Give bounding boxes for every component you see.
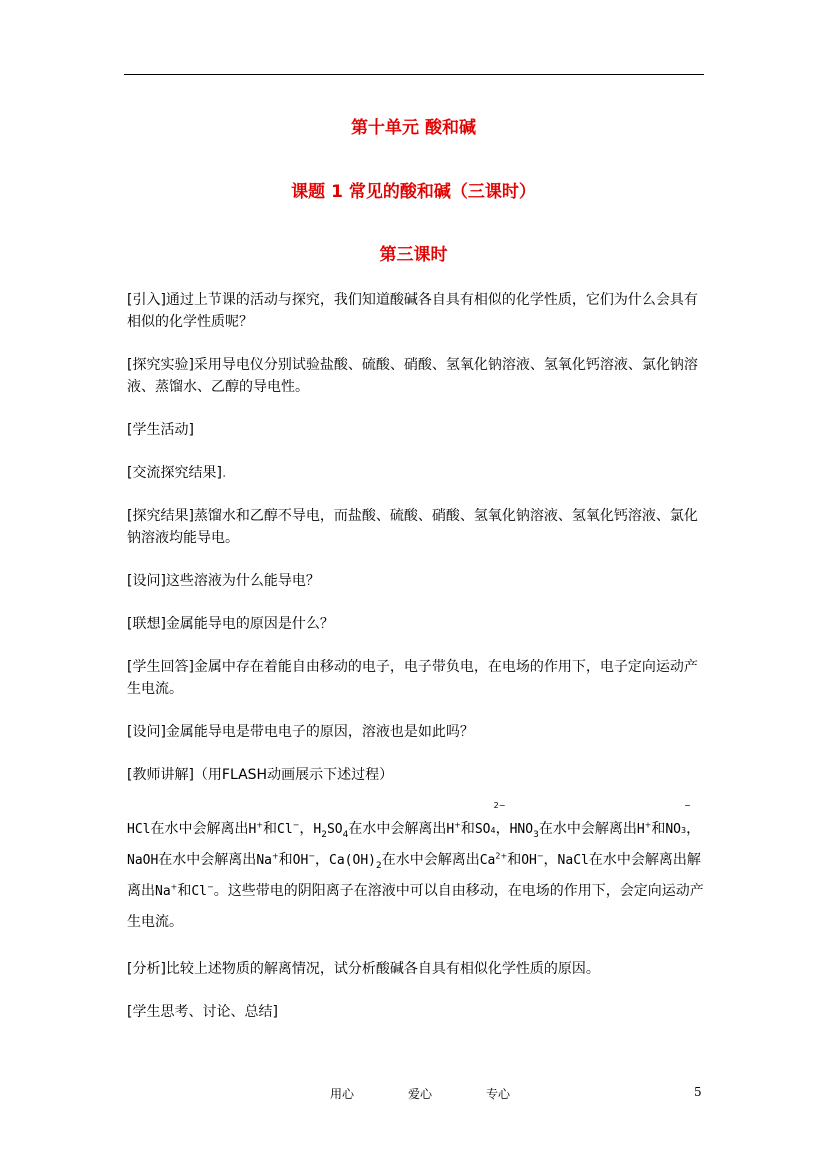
page-number: 5	[694, 1085, 702, 1099]
nitrate-ion: $NO^3$ −	[665, 801, 691, 837]
unit-title: 第十单元 酸和碱	[351, 118, 476, 138]
motto-item: 爱心	[407, 1087, 432, 1101]
lesson-title: 课题 1 常见的酸和碱（三课时）	[291, 182, 536, 202]
paragraph-analysis: [分析]比较上述物质的解离情况，试分析酸碱各自具有相似化学性质的原因。	[127, 961, 600, 977]
motto-item: 用心	[330, 1087, 355, 1101]
document-body	[127, 289, 705, 1044]
paragraph-exchange	[127, 462, 705, 484]
paragraph-question-2: [设问]金属能导电是带电电子的原因，溶液也是如此吗？	[127, 724, 474, 740]
paragraph-association: [联想]金属能导电的原因是什么？	[127, 616, 334, 632]
exchange-mark: .	[221, 465, 227, 481]
paragraph-experiment: [探究实验]采用导电仪分别试验盐酸、硫酸、硝酸、氢氧化钠溶液、氢氧化钙溶液、氯化钠溶液、蒸馏水、乙醇的导电性。	[127, 357, 698, 395]
paragraph-intro: [引入]通过上节课的活动与探究，我们知道酸碱各自具有相似的化学性质，它们为什么会具有相似的化学性质呢？	[127, 292, 698, 330]
header-rule	[124, 74, 704, 75]
period-title: 第三课时	[379, 245, 448, 265]
paragraph-student-answer: [学生回答]金属中存在着能自由移动的电子，电子带负电，在电场的作用下，电子定向运动产生电流。	[127, 659, 698, 697]
paragraph-student-activity: [学生活动]	[127, 422, 194, 438]
paragraph-question-1: [设问]这些溶液为什么能导电？	[127, 573, 320, 589]
motto-item: 专心	[485, 1087, 510, 1101]
paragraph-ionization: HCl在水中会解离出H+和Cl−，$H_2SO_4$在水中会解离出H+和$SO^4$ 2− ，$HNO_3$在水中会解离出H+和$NO^3$ − ，NaOH在水中会解离出Na+和OH−，$Ca(OH)_2$在水中会解离出$Ca^{2+}$和OH−，NaCl在水中会解离出解离出Na+和Cl−。这些带电的阴阳离子在溶液中可以自由移动，在电场的作用下，会定向运动产生电流。	[127, 801, 704, 930]
exchange-text: [交流探究结果]	[127, 465, 222, 481]
sulfate-ion: $SO^4$ 2−	[474, 801, 506, 837]
paragraph-result: [探究结果]蒸馏水和乙醇不导电，而盐酸、硫酸、硝酸、氢氧化钠溶液、氢氧化钙溶液、氯化钠溶液均能导电。	[127, 508, 698, 546]
paragraph-student-summary: [学生思考、讨论、总结]	[127, 1004, 278, 1020]
footer-motto	[330, 1085, 510, 1102]
paragraph-teacher: [教师讲解]（用FLASH动画展示下述过程）	[127, 767, 394, 783]
